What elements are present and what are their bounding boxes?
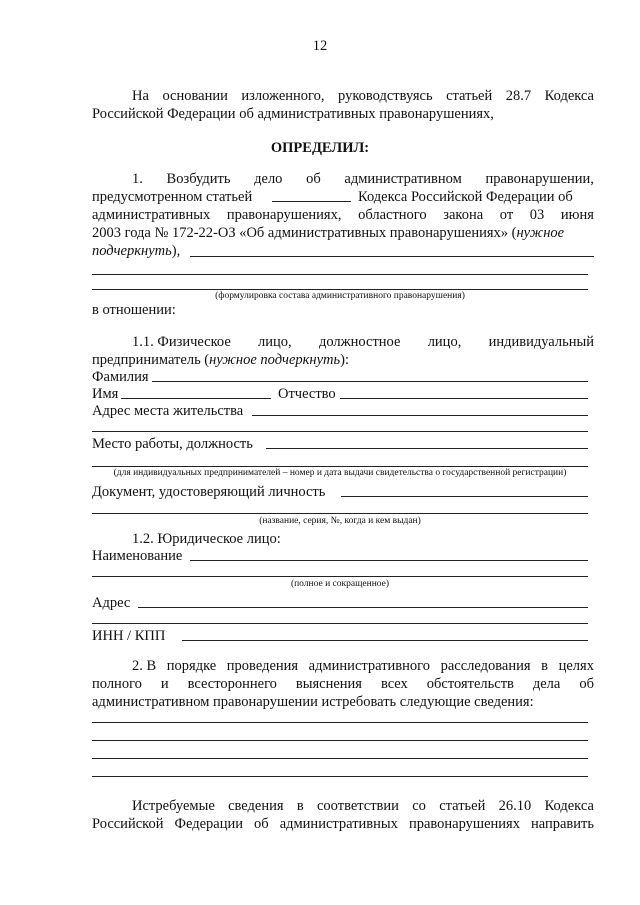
word: сведения	[228, 798, 284, 814]
word: Кодекса	[544, 798, 594, 814]
word: выяснения	[295, 676, 362, 692]
word: статьей	[446, 88, 493, 104]
address-label: Адрес места жительства	[92, 403, 244, 419]
item1-line-3	[92, 206, 594, 224]
word: целях	[558, 658, 594, 674]
item1-line-5: подчеркнуть),	[92, 243, 181, 259]
word: дела	[532, 676, 561, 692]
item1-line-2-tail: Кодекса Российской Федерации об	[358, 189, 573, 205]
word: всех	[380, 676, 408, 692]
offense-description-caption: (формулировка состава административного правонарушения)	[215, 291, 465, 301]
word: об	[254, 816, 269, 832]
inn-kpp-field[interactable]	[182, 640, 588, 641]
document-field-1[interactable]	[341, 496, 588, 497]
org-name-field-2[interactable]	[92, 576, 588, 577]
word: основании	[162, 88, 228, 104]
word: 03	[529, 207, 545, 223]
document-field-2[interactable]	[92, 513, 588, 514]
offense-description-field-2[interactable]	[92, 274, 588, 275]
work-caption: (для индивидуальных предпринимателей – номер и дата выдачи свидетельства о государственной регистрации)	[113, 468, 567, 478]
document-caption: (название, серия, №, когда и кем выдан)	[259, 516, 421, 526]
patronymic-field[interactable]	[340, 398, 588, 399]
item2-line-1	[132, 657, 594, 675]
word: в	[541, 658, 548, 674]
org-name-label: Наименование	[92, 548, 183, 564]
address-field-1[interactable]	[252, 415, 588, 416]
word: соответствии	[316, 798, 399, 814]
word: всестороннего	[187, 676, 277, 692]
word: от	[499, 207, 514, 223]
word: и	[160, 676, 169, 692]
item2-line-3: административном правонарушении истребовать следующие сведения:	[92, 694, 534, 710]
item11-line-1	[132, 333, 594, 351]
offense-description-field-1[interactable]	[190, 256, 594, 257]
word: лицо,	[427, 334, 462, 350]
org-address-label: Адрес	[92, 595, 131, 611]
word: расследования	[440, 658, 531, 674]
word: Российской	[92, 816, 164, 832]
outro-line-1	[132, 797, 594, 815]
word: Федерации	[174, 816, 243, 832]
item1-article-label: предусмотренном статьей	[92, 189, 253, 205]
decision-heading: ОПРЕДЕЛИЛ:	[270, 140, 370, 156]
word: изложенного,	[241, 88, 325, 104]
item1-line-1	[132, 170, 594, 188]
word: проведения	[226, 658, 299, 674]
requested-info-field-4[interactable]	[92, 776, 588, 777]
surname-field[interactable]	[152, 381, 588, 382]
word: административного	[308, 658, 430, 674]
word: административном	[344, 171, 462, 187]
item11-line-2: предприниматель (нужное подчеркнуть):	[92, 352, 349, 368]
word: июня	[560, 207, 594, 223]
word: правонарушении,	[485, 171, 594, 187]
item1-line-4: 2003 года № 172-22-ОЗ «Об административных правонарушениях» (нужное	[92, 225, 565, 241]
work-field-1[interactable]	[266, 448, 588, 449]
word: направить	[530, 816, 594, 832]
word: со	[412, 798, 426, 814]
inn-kpp-label: ИНН / КПП	[92, 628, 166, 644]
word: На	[132, 88, 149, 104]
name-field[interactable]	[121, 398, 271, 399]
item12-heading: 1.2. Юридическое лицо:	[132, 531, 281, 547]
word: в	[296, 798, 304, 814]
word: дело	[254, 171, 283, 187]
in-relation-label: в отношении:	[92, 302, 176, 318]
outro-line-2	[92, 815, 594, 833]
word: Истребуемые	[132, 798, 215, 814]
word: административных	[279, 816, 398, 832]
word: индивидуальный	[488, 334, 594, 350]
word: 1.1. Физическое	[132, 334, 231, 350]
word: Кодекса	[544, 88, 594, 104]
word: руководствуясь	[338, 88, 433, 104]
requested-info-field-3[interactable]	[92, 758, 588, 759]
word: об	[306, 171, 321, 187]
word: 1.	[132, 171, 143, 187]
word: обстоятельств	[426, 676, 514, 692]
word: закона	[443, 207, 484, 223]
name-label: Имя	[92, 386, 119, 402]
word: 26.10	[498, 798, 532, 814]
org-address-field-2[interactable]	[92, 623, 588, 624]
offense-description-field-3[interactable]	[92, 289, 588, 290]
document-label: Документ, удостоверяющий личность	[92, 484, 326, 500]
work-field-2[interactable]	[92, 466, 588, 467]
intro-line-1	[132, 87, 594, 105]
word: правонарушениях,	[226, 207, 342, 223]
word: должностное	[318, 334, 401, 350]
page-number: 12	[312, 38, 328, 54]
word: 2. В	[132, 658, 157, 674]
requested-info-field-1[interactable]	[92, 722, 588, 723]
org-address-field-1[interactable]	[138, 607, 588, 608]
address-field-2[interactable]	[92, 431, 588, 432]
item2-line-2	[92, 675, 594, 693]
word: областного	[358, 207, 427, 223]
requested-info-field-2[interactable]	[92, 740, 588, 741]
word: административных	[92, 207, 211, 223]
word: полного	[92, 676, 142, 692]
article-number-field[interactable]	[272, 201, 351, 202]
intro-line-2: Российской Федерации об административных правонарушениях,	[92, 106, 494, 122]
word: Возбудить	[166, 171, 231, 187]
word: порядке	[166, 658, 217, 674]
word: об	[579, 676, 594, 692]
word: 28.7	[505, 88, 532, 104]
patronymic-label: Отчество	[278, 386, 336, 402]
surname-label: Фамилия	[92, 369, 149, 385]
org-name-field-1[interactable]	[190, 560, 588, 561]
work-label: Место работы, должность	[92, 436, 253, 452]
word: правонарушениях	[408, 816, 520, 832]
word: лицо,	[258, 334, 292, 350]
word: статьей	[439, 798, 486, 814]
org-name-caption: (полное и сокращенное)	[290, 579, 390, 589]
